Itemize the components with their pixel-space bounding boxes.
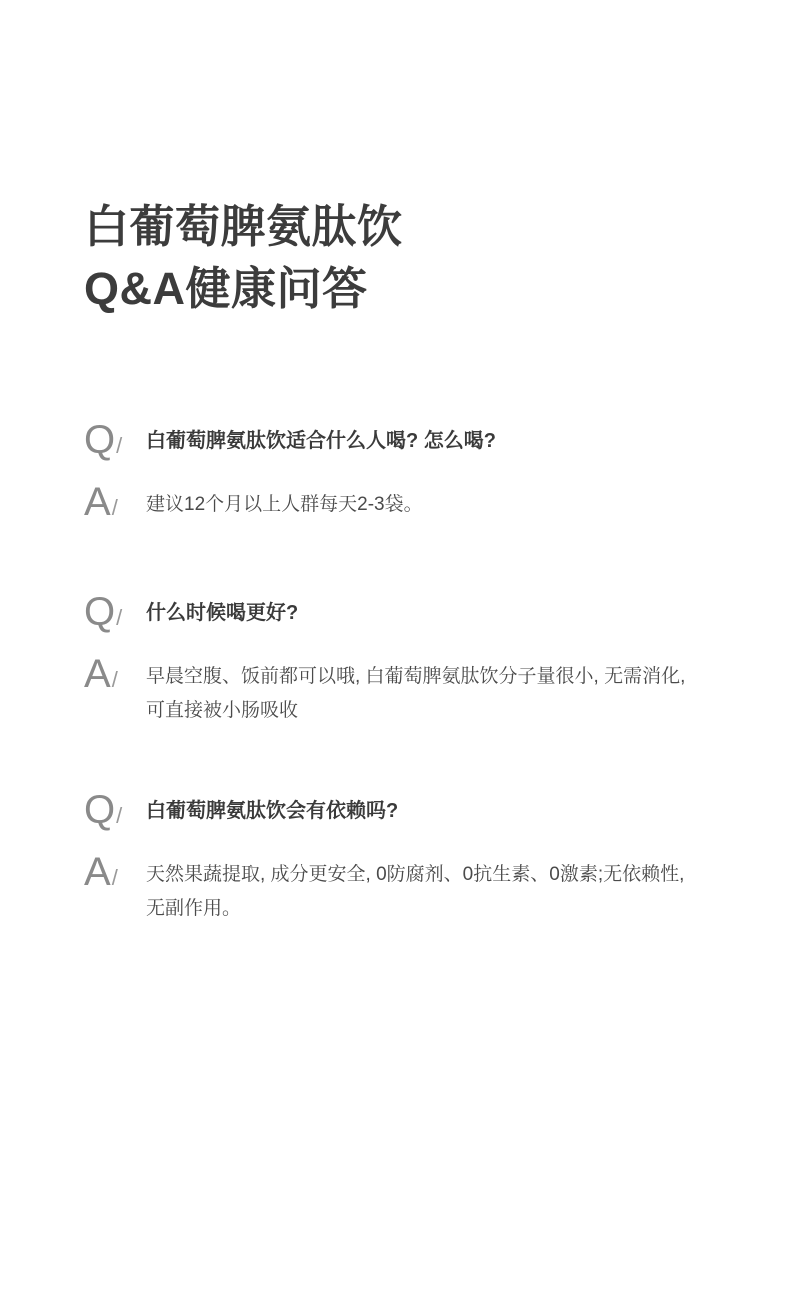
answer-text: 建议12个月以上人群每天2-3袋。: [146, 494, 423, 515]
question-slash: /: [116, 605, 123, 630]
page-title-line-1: 白葡萄脾氨肽饮: [84, 201, 403, 252]
question-slash: /: [116, 433, 123, 458]
answer-text: 天然果蔬提取, 成分更安全, 0防腐剂、0抗生素、0激素;无依赖性, 无副作用。: [146, 864, 685, 919]
answer-text: 早晨空腹、饭前都可以哦, 白葡萄脾氨肽饮分子量很小, 无需消化, 可直接被小肠吸收: [146, 666, 686, 721]
question-slash: /: [116, 803, 123, 828]
question-row: [84, 418, 704, 468]
qa-item: [84, 418, 704, 530]
question-letter: Q: [84, 418, 116, 462]
answer-mark: [84, 652, 146, 702]
answer-mark: [84, 480, 146, 530]
question-text: 白葡萄脾氨肽饮适合什么人喝? 怎么喝?: [146, 430, 496, 452]
page-title: [84, 196, 704, 320]
answer-letter: A: [84, 480, 111, 524]
question-letter: Q: [84, 788, 116, 832]
answer-slash: /: [111, 865, 118, 890]
question-text: 什么时候喝更好?: [146, 602, 299, 624]
answer-row: [84, 480, 704, 530]
answer-letter: A: [84, 850, 111, 894]
answer-letter: A: [84, 652, 111, 696]
answer-slash: /: [111, 667, 118, 692]
page-title-line-2: Q&A健康问答: [84, 263, 368, 314]
answer-row: [84, 850, 704, 926]
question-mark: [84, 418, 146, 468]
answer-mark: [84, 850, 146, 900]
answer-slash: /: [111, 495, 118, 520]
question-letter: Q: [84, 590, 116, 634]
question-mark: [84, 590, 146, 640]
question-row: [84, 788, 704, 838]
qa-item: [84, 788, 704, 926]
qa-item: [84, 590, 704, 728]
question-mark: [84, 788, 146, 838]
question-row: [84, 590, 704, 640]
qa-list: [84, 418, 704, 986]
answer-row: [84, 652, 704, 728]
question-text: 白葡萄脾氨肽饮会有依赖吗?: [146, 800, 399, 822]
